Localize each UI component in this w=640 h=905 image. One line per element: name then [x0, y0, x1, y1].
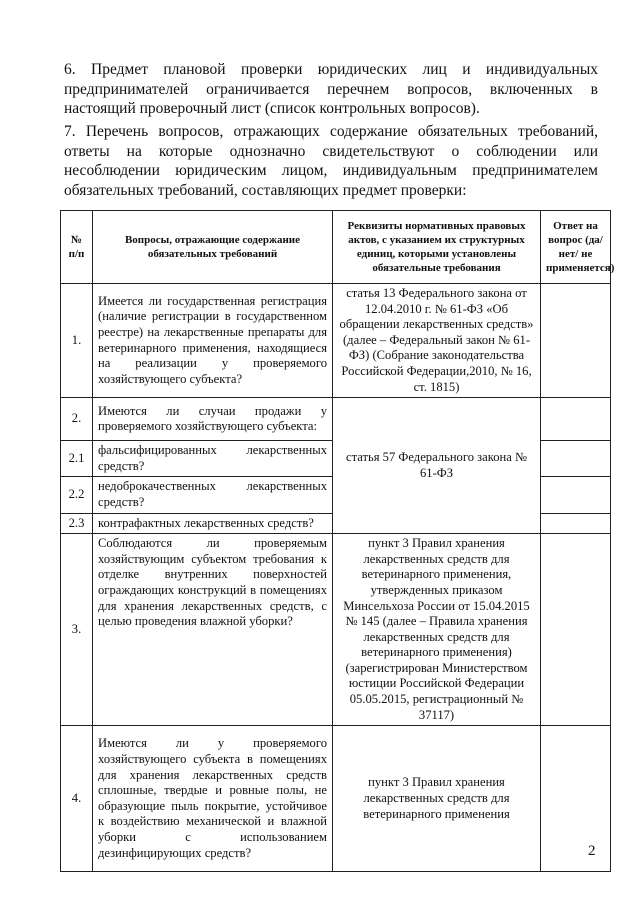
header-num: № п/п [61, 211, 93, 284]
row-answer-cell [541, 477, 611, 513]
row-answer-cell [541, 534, 611, 726]
row-question: Имеются ли у проверяемого хозяйствующего субъекта в помещениях для хранения лекарственных средств сплошные, твердые и ровные полы, не образующие пыль покрытие, устойчивое к воздействию механической и влажной уборки с использованием дезинфицирующих средств? [93, 726, 333, 872]
header-answer: Ответ на вопрос (да/нет/ не применяется) [541, 211, 611, 284]
row-answer-cell [541, 726, 611, 872]
paragraph-6: 6. Предмет плановой проверки юридических лиц и индивидуальных предпринимателей ограничивается перечнем вопросов, включенных в настоящий проверочный лист (список контрольных вопросов). [64, 61, 598, 117]
row-answer-cell [541, 441, 611, 477]
row-requisites: статья 57 Федерального закона № 61-ФЗ [333, 398, 541, 534]
row-num: 4. [61, 726, 93, 872]
row-question: Имеется ли государственная регистрация (наличие регистрации в государственном реестре) на лекарственные препараты для ветеринарного применения, находящиеся на реализации у проверяемого хозяйствующего субъекта? [93, 284, 333, 398]
row-answer-cell [541, 284, 611, 398]
row-question: контрафактных лекарственных средств? [93, 513, 333, 534]
row-num: 2. [61, 398, 93, 441]
row-num: 1. [61, 284, 93, 398]
row-num: 3. [61, 534, 93, 726]
table-row [61, 284, 611, 398]
row-requisites: статья 13 Федерального закона от 12.04.2010 г. № 61-ФЗ «Об обращении лекарственных средств» (далее – Федеральный закон № 61-ФЗ) (Собрание законодательства Российской Федерации,2010, № 16, ст. 1815) [333, 284, 541, 398]
row-answer-cell [541, 513, 611, 534]
table-header-row [61, 211, 611, 284]
checklist-table [60, 210, 615, 872]
header-question: Вопросы, отражающие содержание обязательных требований [93, 211, 333, 284]
row-requisites: пункт 3 Правил хранения лекарственных средств для ветеринарного применения, утвержденных приказом Минсельхоза России от 15.04.2015 № 145 (далее – Правила хранения лекарственных средств для ветеринарного применения) (зарегистрирован Министерством юстиции Российской Федерации 05.05.2015, регистрационный № 37117) [333, 534, 541, 726]
paragraph-7: 7. Перечень вопросов, отражающих содержание обязательных требований, ответы на которые однозначно свидетельствуют о соблюдении или несоблюдении юридическим лицом, индивидуальным предпринимателем обязательных требований, составляющих предмет проверки: [64, 123, 598, 199]
row-question: фальсифицированных лекарственных средств? [93, 441, 333, 477]
page-number: 2 [588, 843, 596, 859]
row-num: 2.1 [61, 441, 93, 477]
table-row [61, 534, 611, 726]
row-answer-cell [541, 398, 611, 441]
row-question: недоброкачественных лекарственных средств? [93, 477, 333, 513]
row-num: 2.3 [61, 513, 93, 534]
row-num: 2.2 [61, 477, 93, 513]
table-row [61, 726, 611, 872]
table-row [61, 398, 611, 441]
row-question: Имеются ли случаи продажи у проверяемого хозяйствующего субъекта: [93, 398, 333, 441]
row-requisites: пункт 3 Правил хранения лекарственных средств для ветеринарного применения [333, 726, 541, 872]
header-requisites: Реквизиты нормативных правовых актов, с указанием их структурных единиц, которыми установлены обязательные требования [333, 211, 541, 284]
row-question: Соблюдаются ли проверяемым хозяйствующим субъектом требования к отделке внутренних поверхностей ограждающих конструкций в помещениях для хранения лекарственных средств, с целью проведения влажной уборки? [93, 534, 333, 726]
